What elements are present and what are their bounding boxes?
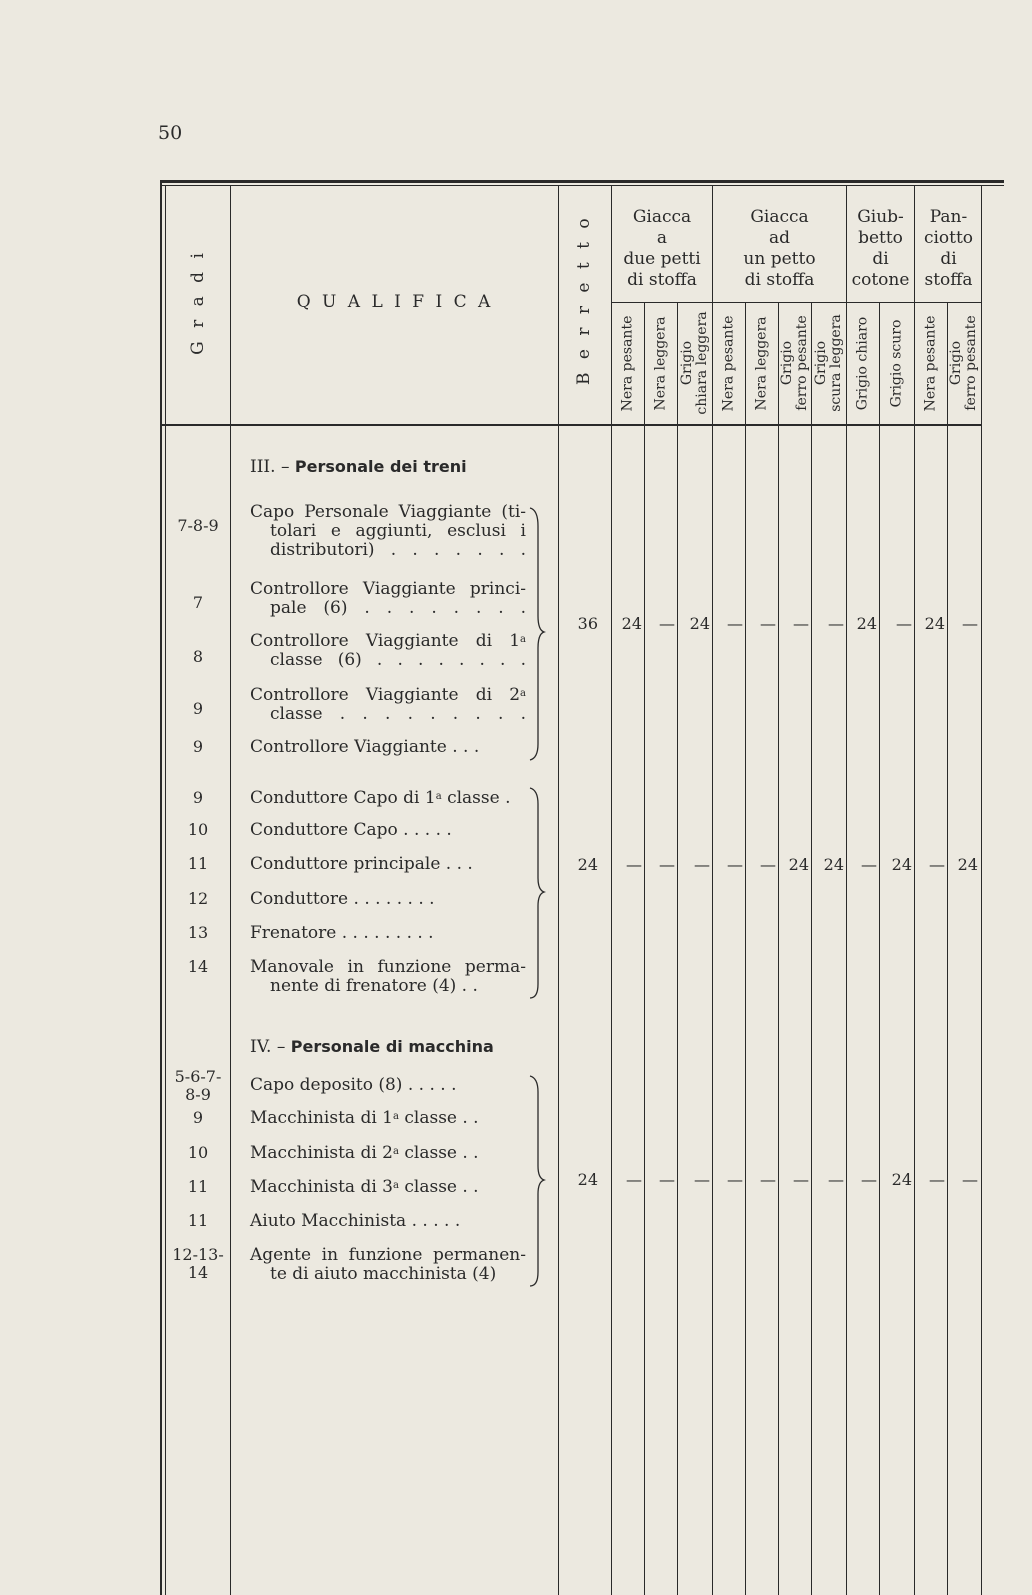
col-sep-1 [644,303,645,1595]
qualifica-cell [250,738,526,757]
value-cell: — [727,1170,743,1189]
qualifica-cell [250,1109,530,1128]
section-title: III. – Personale dei treni [250,457,467,477]
subcol-label: ferro pesante [794,315,810,411]
qualifica-cell [250,789,530,808]
subcol-header-8 [890,304,905,424]
subcol-label: Grigio [679,340,695,386]
subcol-header-3 [722,304,737,424]
qualifica-cell [250,890,530,909]
value-cell: — [929,1170,945,1189]
col-sep-5 [778,303,779,1595]
grade-cell [163,1246,233,1282]
value-cell: — [727,855,743,874]
value-cell: — [659,614,675,633]
berretto-value: 24 [577,855,598,874]
subcol-label: Grigio chiaro [854,316,871,411]
value-cell: 24 [823,855,844,874]
group-line: di [872,249,889,269]
value-cell: — [760,614,776,633]
qualifica-cell [250,1212,530,1231]
subcol-header-0 [621,304,636,424]
grade-cell: 7-8-9 [177,516,219,535]
group-line: a [656,228,668,248]
group-line: betto [858,228,903,248]
qual-line: Frenatore . . . . . . . . . [250,923,434,943]
left-border [160,180,162,1595]
header-bottom-rule [160,424,982,426]
qual-line: pale (6) . . . . . . . . [270,598,526,618]
col-sep-8 [879,303,880,1595]
group-line: due petti [623,249,701,269]
subcol-header-1 [654,304,669,424]
qual-line: Conduttore . . . . . . . . [250,889,435,909]
qual-line: classe . . . . . . . . . [270,704,526,724]
group-line: di stoffa [744,270,815,290]
grade-cell: 13 [187,923,209,942]
group-line: Giacca [632,207,692,227]
qual-line: Capo Personale Viaggiante (ti- [250,502,526,522]
qual-line: Macchinista di 2$^a$ classe . . [250,1143,479,1163]
grade-cell: 10 [187,1143,209,1162]
qual-line: Controllore Viaggiante di 1$^a$ [250,631,526,651]
qual-line: Aiuto Macchinista . . . . . [250,1211,461,1231]
value-cell: — [828,1170,844,1189]
value-cell: — [659,1170,675,1189]
grade-cell: 11 [187,1177,209,1196]
grade-cell: 10 [187,820,209,839]
col-sep-berretto [611,185,612,1595]
value-cell: — [760,855,776,874]
col-sep-qualifica [558,185,559,1595]
value-cell: — [694,1170,710,1189]
section-roman: III. [250,457,276,477]
qualifica-cell [250,1178,530,1197]
group-header-panciotto [915,207,982,291]
grade-cell: 8 [192,647,204,666]
qual-line: tolari e aggiunti, esclusi i [270,521,526,541]
qual-line: nente di frenatore (4) . . [270,976,478,996]
value-cell: — [659,855,675,874]
right-border [981,185,982,1595]
grade-cell: 9 [192,699,204,718]
col-sep-3 [712,185,713,1595]
grade-cell: 9 [192,1108,204,1127]
col-sep-10 [947,303,948,1595]
brace-group [526,1074,546,1288]
header-berretto: B e r r e t t o [574,214,594,385]
group-line: di [940,249,957,269]
subcol-label: Grigio [948,340,964,386]
brace-group [526,506,546,762]
grade-cell: 7 [192,593,204,612]
value-cell: 24 [621,614,642,633]
subcol-header-5 [780,303,810,423]
top-rule-thin [160,185,1004,186]
brace-group [526,786,546,1000]
group-line: Giub- [857,207,904,227]
qual-line: Controllore Viaggiante princi- [250,579,526,599]
subcol-header-6 [814,303,844,423]
header-qualifica: Q U A L I F I C A [296,292,494,312]
berretto-value: 24 [577,1170,598,1189]
value-cell: — [760,1170,776,1189]
group-line: stoffa [924,270,973,290]
qual-line: Controllore Viaggiante di 2$^a$ [250,685,526,705]
group-line: cotone [851,270,910,290]
qual-line: classe (6) . . . . . . . . [270,650,526,670]
subcol-label: Nera pesante [619,315,636,412]
value-cell: 24 [788,855,809,874]
value-cell: 24 [856,614,877,633]
value-cell: — [962,1170,978,1189]
grade-cell: 9 [192,737,204,756]
grade-cell: 12 [187,889,209,908]
value-cell: — [828,614,844,633]
qualifica-cell [250,580,526,618]
subcol-label: Grigio [813,340,829,386]
grade-cell: 11 [187,1211,209,1230]
qual-line: Conduttore principale . . . [250,854,473,874]
section-title: IV. – Personale di macchina [250,1037,494,1057]
group-line: Pan- [929,207,968,227]
group-line: ad [768,228,791,248]
qual-line: Controllore Viaggiante . . . [250,737,480,757]
col-sep-9 [914,185,915,1595]
qualifica-cell [250,1076,530,1095]
subcol-label: Grigio [779,340,795,386]
section-title-text: Personale dei treni [294,457,467,476]
value-cell: 24 [957,855,978,874]
col-sep-6 [811,303,812,1595]
subcol-label: Nera pesante [922,315,939,412]
top-rule [160,180,1004,183]
value-cell: — [962,614,978,633]
grade-cell [163,1068,233,1104]
qualifica-cell [250,632,526,670]
qual-line: distributori) . . . . . . . [270,540,526,560]
qual-line: Conduttore Capo . . . . . [250,820,452,840]
value-cell: — [626,1170,642,1189]
value-cell: — [793,1170,809,1189]
value-cell: — [694,855,710,874]
grade-value: 12-13-14 [172,1245,224,1282]
value-cell: 24 [891,1170,912,1189]
grade-cell: 9 [192,788,204,807]
col-sep-4 [745,303,746,1595]
grade-value: 5-6-7-8-9 [174,1067,222,1104]
qualifica-cell [250,958,526,996]
qualifica-cell [250,924,530,943]
subcol-label: ferro pesante [963,315,979,411]
qualifica-cell [250,855,530,874]
subcol-header-9 [924,304,939,424]
grade-cell: 14 [187,957,209,976]
value-cell: — [626,855,642,874]
berretto-value: 36 [577,614,598,633]
qual-line: te di aiuto macchinista (4) [270,1264,497,1284]
grade-cell: 11 [187,854,209,873]
group-line: un petto [743,249,816,269]
subcol-header-2 [680,303,710,423]
subcol-header-7 [856,304,871,424]
group-line: Giacca [750,207,809,227]
col-sep-7 [846,185,847,1595]
group-header-giacca-un-petto [713,207,846,291]
group-line: di stoffa [627,270,697,290]
qual-line: Macchinista di 3$^a$ classe . . [250,1177,479,1197]
value-cell: — [793,614,809,633]
col-sep-2 [677,303,678,1595]
section-roman: IV. [250,1037,272,1057]
value-cell: 24 [891,855,912,874]
qualifica-cell [250,821,530,840]
value-cell: — [861,1170,877,1189]
group-header-giacca-due-petti [612,207,712,291]
subcol-header-10 [949,303,979,423]
subcol-label: Nera leggera [652,316,669,411]
subcol-label: Nera pesante [720,315,737,412]
header-gradi: G r a d i [188,249,208,355]
qual-line: Agente in funzione permanen- [250,1245,526,1265]
qual-line: Capo deposito (8) . . . . . [250,1075,457,1095]
value-cell: — [929,855,945,874]
page-number: 50 [158,122,183,144]
qual-line: Conduttore Capo di 1$^a$ classe . [250,788,511,808]
qualifica-cell [250,1144,530,1163]
subcol-label: Grigio scuro [888,319,905,408]
group-header-giubbetto [847,207,914,291]
value-cell: — [896,614,912,633]
value-cell: — [727,614,743,633]
value-cell: 24 [689,614,710,633]
subcol-label: scura leggera [828,314,844,412]
subcol-label: Nera leggera [753,316,770,411]
qual-line: Macchinista di 1$^a$ classe . . [250,1108,479,1128]
qual-line: Manovale in funzione perma- [250,957,526,977]
section-title-text: Personale di macchina [290,1037,494,1056]
qualifica-cell [250,1246,526,1284]
group-line: ciotto [923,228,974,248]
value-cell: 24 [924,614,945,633]
qualifica-cell [250,503,526,560]
value-cell: — [861,855,877,874]
subcol-header-4 [755,304,770,424]
subcol-label: chiara leggera [694,311,710,415]
qualifica-cell [250,686,526,724]
